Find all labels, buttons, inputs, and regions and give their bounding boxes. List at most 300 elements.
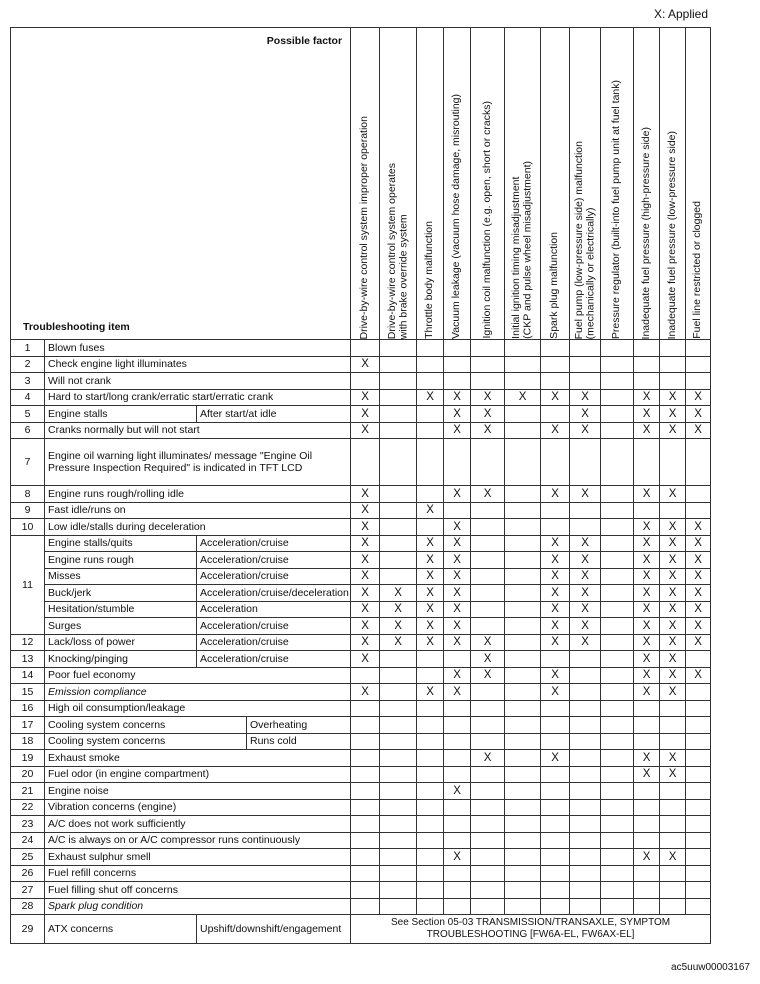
symptom-cell: Fuel filling shut off concerns <box>45 882 351 899</box>
factor-label-line: Drive-by-wire control system operates <box>385 162 398 339</box>
factor-label-line: Vacuum leakage (vacuum hose damage, misrouting) <box>450 94 463 339</box>
empty-cell <box>380 389 417 406</box>
empty-cell <box>505 799 541 816</box>
empty-cell <box>634 373 660 390</box>
empty-cell <box>505 733 541 750</box>
applied-mark: X <box>471 422 505 439</box>
empty-cell <box>634 783 660 800</box>
empty-cell <box>351 816 380 833</box>
row-number: 24 <box>11 832 45 849</box>
empty-cell <box>541 816 570 833</box>
applied-mark: X <box>351 568 380 585</box>
empty-cell <box>541 502 570 519</box>
applied-mark: X <box>417 389 444 406</box>
symptom-cell: Fuel refill concerns <box>45 865 351 882</box>
empty-cell <box>570 439 601 486</box>
empty-cell <box>541 832 570 849</box>
factor-header <box>541 28 570 340</box>
factor-header <box>570 28 601 340</box>
empty-cell <box>601 849 634 866</box>
applied-mark: X <box>417 568 444 585</box>
empty-cell <box>380 422 417 439</box>
applied-mark: X <box>686 535 711 552</box>
factor-label-line: Pressure regulator (built-into fuel pump unit at fuel tank) <box>610 79 623 339</box>
empty-cell <box>601 585 634 602</box>
table-row <box>11 502 711 519</box>
empty-cell <box>471 568 505 585</box>
empty-cell <box>601 717 634 734</box>
troubleshooting-table <box>10 27 711 944</box>
applied-mark: X <box>634 552 660 569</box>
empty-cell <box>541 340 570 357</box>
table-row <box>11 882 711 899</box>
row-number: 14 <box>11 667 45 684</box>
empty-cell <box>570 766 601 783</box>
empty-cell <box>505 406 541 423</box>
applied-mark: X <box>634 585 660 602</box>
empty-cell <box>601 865 634 882</box>
factor-label <box>641 121 653 339</box>
applied-mark: X <box>444 389 471 406</box>
factor-header <box>351 28 380 340</box>
applied-mark: X <box>471 486 505 503</box>
row-number: 4 <box>11 389 45 406</box>
factor-header <box>471 28 505 340</box>
empty-cell <box>351 882 380 899</box>
empty-cell <box>471 898 505 915</box>
table-row <box>11 766 711 783</box>
row-number: 26 <box>11 865 45 882</box>
symptom-cell: Hard to start/long crank/erratic start/erratic crank <box>45 389 351 406</box>
empty-cell <box>417 849 444 866</box>
factor-label-line: Drive-by-wire control system improper operation <box>358 115 371 339</box>
applied-mark: X <box>417 684 444 701</box>
symptom-cell: Spark plug condition <box>45 898 351 915</box>
empty-cell <box>444 373 471 390</box>
empty-cell <box>417 832 444 849</box>
empty-cell <box>686 898 711 915</box>
symptom-cell: Knocking/pinging <box>45 651 197 668</box>
empty-cell <box>505 898 541 915</box>
empty-cell <box>380 356 417 373</box>
empty-cell <box>471 535 505 552</box>
empty-cell <box>601 486 634 503</box>
applied-mark: X <box>444 519 471 536</box>
table-row <box>11 406 711 423</box>
applied-mark: X <box>471 406 505 423</box>
applied-mark: X <box>686 634 711 651</box>
empty-cell <box>444 502 471 519</box>
factor-label-line: (CKP and pulse wheel misadjustment) <box>521 161 534 339</box>
empty-cell <box>444 816 471 833</box>
empty-cell <box>660 439 686 486</box>
empty-cell <box>351 849 380 866</box>
condition-cell: Acceleration/cruise <box>197 634 351 651</box>
applied-mark: X <box>541 585 570 602</box>
applied-mark: X <box>660 585 686 602</box>
empty-cell <box>601 439 634 486</box>
empty-cell <box>660 373 686 390</box>
empty-cell <box>686 651 711 668</box>
row-number: 21 <box>11 783 45 800</box>
table-row <box>11 898 711 915</box>
factor-label-line: Inadequate fuel pressure (low-pressure side) <box>665 130 678 339</box>
empty-cell <box>380 373 417 390</box>
empty-cell <box>380 684 417 701</box>
empty-cell <box>351 750 380 767</box>
applied-mark: X <box>570 601 601 618</box>
table-row <box>11 422 711 439</box>
applied-mark: X <box>660 766 686 783</box>
empty-cell <box>380 733 417 750</box>
empty-cell <box>570 865 601 882</box>
empty-cell <box>601 389 634 406</box>
applied-mark: X <box>444 486 471 503</box>
empty-cell <box>686 750 711 767</box>
applied-mark: X <box>570 422 601 439</box>
empty-cell <box>601 535 634 552</box>
applied-mark: X <box>660 519 686 536</box>
empty-cell <box>444 750 471 767</box>
applied-mark: X <box>351 502 380 519</box>
empty-cell <box>686 799 711 816</box>
applied-mark: X <box>471 667 505 684</box>
empty-cell <box>686 700 711 717</box>
empty-cell <box>444 717 471 734</box>
row-number: 13 <box>11 651 45 668</box>
empty-cell <box>601 356 634 373</box>
empty-cell <box>601 502 634 519</box>
row-number: 22 <box>11 799 45 816</box>
applied-mark: X <box>634 389 660 406</box>
applied-mark: X <box>417 618 444 635</box>
empty-cell <box>471 717 505 734</box>
factor-label-line: Spark plug malfunction <box>548 232 561 339</box>
empty-cell <box>660 356 686 373</box>
applied-mark: X <box>634 849 660 866</box>
table-row <box>11 849 711 866</box>
empty-cell <box>471 684 505 701</box>
applied-mark: X <box>686 389 711 406</box>
see-section-note: See Section 05-03 TRANSMISSION/TRANSAXLE, SYMPTOM TROUBLESHOOTING [FW6A-EL, FW6AX-EL] <box>351 915 711 944</box>
applied-mark: X <box>660 422 686 439</box>
empty-cell <box>505 502 541 519</box>
empty-cell <box>634 865 660 882</box>
empty-cell <box>417 667 444 684</box>
factor-label <box>692 195 704 339</box>
condition-cell: After start/at idle <box>197 406 351 423</box>
empty-cell <box>380 340 417 357</box>
empty-cell <box>417 865 444 882</box>
row-number: 28 <box>11 898 45 915</box>
row-number: 16 <box>11 700 45 717</box>
factor-label-line: Inadequate fuel pressure (high-pressure side) <box>639 126 652 339</box>
row-number: 15 <box>11 684 45 701</box>
empty-cell <box>601 406 634 423</box>
table-row <box>11 717 711 734</box>
empty-cell <box>634 439 660 486</box>
empty-cell <box>686 882 711 899</box>
table-row <box>11 733 711 750</box>
empty-cell <box>417 373 444 390</box>
row-number: 27 <box>11 882 45 899</box>
empty-cell <box>601 651 634 668</box>
empty-cell <box>570 898 601 915</box>
applied-mark: X <box>541 601 570 618</box>
empty-cell <box>351 832 380 849</box>
empty-cell <box>417 700 444 717</box>
applied-mark: X <box>570 568 601 585</box>
empty-cell <box>444 799 471 816</box>
applied-mark: X <box>660 406 686 423</box>
empty-cell <box>686 373 711 390</box>
applied-mark: X <box>417 634 444 651</box>
empty-cell <box>351 700 380 717</box>
empty-cell <box>686 486 711 503</box>
empty-cell <box>471 356 505 373</box>
empty-cell <box>601 634 634 651</box>
applied-mark: X <box>351 634 380 651</box>
empty-cell <box>351 799 380 816</box>
empty-cell <box>660 799 686 816</box>
applied-mark: X <box>541 568 570 585</box>
applied-mark: X <box>634 618 660 635</box>
empty-cell <box>541 882 570 899</box>
empty-cell <box>380 406 417 423</box>
applied-mark: X <box>351 406 380 423</box>
condition-cell: Acceleration/cruise <box>197 568 351 585</box>
empty-cell <box>505 783 541 800</box>
applied-mark: X <box>660 651 686 668</box>
empty-cell <box>505 750 541 767</box>
applied-mark: X <box>541 422 570 439</box>
applied-mark: X <box>471 750 505 767</box>
symptom-cell: Engine runs rough/rolling idle <box>45 486 351 503</box>
empty-cell <box>505 601 541 618</box>
empty-cell <box>634 816 660 833</box>
empty-cell <box>380 519 417 536</box>
empty-cell <box>417 422 444 439</box>
figure-id: ac5uuw00003167 <box>671 962 750 973</box>
table-row <box>11 568 711 585</box>
empty-cell <box>351 766 380 783</box>
empty-cell <box>505 816 541 833</box>
empty-cell <box>471 733 505 750</box>
empty-cell <box>686 502 711 519</box>
empty-cell <box>417 799 444 816</box>
row-number: 9 <box>11 502 45 519</box>
empty-cell <box>380 766 417 783</box>
empty-cell <box>634 700 660 717</box>
applied-mark: X <box>634 486 660 503</box>
factor-header <box>601 28 634 340</box>
symptom-cell: Engine oil warning light illuminates/ message "Engine Oil Pressure Inspection Required" is indicated in TFT LCD <box>45 439 351 486</box>
empty-cell <box>417 486 444 503</box>
empty-cell <box>380 717 417 734</box>
empty-cell <box>444 651 471 668</box>
empty-cell <box>686 717 711 734</box>
applied-mark: X <box>634 766 660 783</box>
empty-cell <box>505 832 541 849</box>
empty-cell <box>351 667 380 684</box>
empty-cell <box>601 422 634 439</box>
empty-cell <box>541 439 570 486</box>
empty-cell <box>570 882 601 899</box>
empty-cell <box>660 717 686 734</box>
empty-cell <box>505 552 541 569</box>
empty-cell <box>601 667 634 684</box>
empty-cell <box>634 832 660 849</box>
applied-mark: X <box>444 783 471 800</box>
symptom-cell: Fast idle/runs on <box>45 502 351 519</box>
applied-mark: X <box>660 552 686 569</box>
factor-header <box>686 28 711 340</box>
empty-cell <box>417 340 444 357</box>
empty-cell <box>417 356 444 373</box>
symptom-cell: Engine stalls/quits <box>45 535 197 552</box>
factor-header <box>634 28 660 340</box>
empty-cell <box>570 783 601 800</box>
table-row <box>11 373 711 390</box>
empty-cell <box>417 766 444 783</box>
row-number: 5 <box>11 406 45 423</box>
empty-cell <box>686 439 711 486</box>
empty-cell <box>351 340 380 357</box>
row-number: 29 <box>11 915 45 944</box>
empty-cell <box>380 439 417 486</box>
empty-cell <box>686 816 711 833</box>
applied-mark: X <box>351 585 380 602</box>
empty-cell <box>380 882 417 899</box>
empty-cell <box>380 502 417 519</box>
table-row <box>11 799 711 816</box>
empty-cell <box>686 733 711 750</box>
empty-cell <box>601 799 634 816</box>
empty-cell <box>380 865 417 882</box>
applied-mark: X <box>380 634 417 651</box>
table-row <box>11 519 711 536</box>
empty-cell <box>505 373 541 390</box>
factor-label-line: Initial ignition timing misadjustment <box>510 176 523 339</box>
empty-cell <box>505 585 541 602</box>
empty-cell <box>471 601 505 618</box>
empty-cell <box>417 733 444 750</box>
applied-mark: X <box>660 535 686 552</box>
applied-mark: X <box>634 535 660 552</box>
empty-cell <box>686 340 711 357</box>
row-number: 17 <box>11 717 45 734</box>
symptom-cell: Exhaust smoke <box>45 750 351 767</box>
applied-mark: X <box>570 552 601 569</box>
applied-mark: X <box>634 519 660 536</box>
symptom-cell: Cranks normally but will not start <box>45 422 351 439</box>
applied-mark: X <box>570 634 601 651</box>
factor-label-line: with brake override system <box>397 214 410 339</box>
applied-mark: X <box>541 535 570 552</box>
applied-mark: X <box>351 422 380 439</box>
symptom-cell: Lack/loss of power <box>45 634 197 651</box>
applied-mark: X <box>686 667 711 684</box>
table-row <box>11 552 711 569</box>
applied-mark: X <box>380 585 417 602</box>
applied-mark: X <box>634 422 660 439</box>
condition-cell: Acceleration/cruise <box>197 535 351 552</box>
applied-mark: X <box>444 422 471 439</box>
symptom-cell: Blown fuses <box>45 340 351 357</box>
empty-cell <box>417 439 444 486</box>
empty-cell <box>601 684 634 701</box>
condition-cell: Acceleration/cruise <box>197 618 351 635</box>
symptom-cell: A/C is always on or A/C compressor runs continuously <box>45 832 351 849</box>
empty-cell <box>505 422 541 439</box>
empty-cell <box>660 340 686 357</box>
table-row <box>11 700 711 717</box>
factor-header <box>417 28 444 340</box>
empty-cell <box>505 618 541 635</box>
factor-header <box>660 28 686 340</box>
applied-mark: X <box>660 750 686 767</box>
factor-label-line: Ignition coil malfunction (e.g. open, short or cracks) <box>480 101 493 339</box>
empty-cell <box>634 356 660 373</box>
factor-label <box>667 125 679 339</box>
table-row <box>11 535 711 552</box>
symptom-cell: Buck/jerk <box>45 585 197 602</box>
empty-cell <box>380 783 417 800</box>
applied-mark: X <box>634 651 660 668</box>
applied-mark: X <box>541 618 570 635</box>
applied-mark: X <box>660 486 686 503</box>
empty-cell <box>505 766 541 783</box>
empty-cell <box>471 519 505 536</box>
header-row <box>11 28 711 340</box>
table-row <box>11 832 711 849</box>
applied-mark: X <box>541 750 570 767</box>
applied-mark: X <box>351 552 380 569</box>
applied-mark: X <box>570 389 601 406</box>
empty-cell <box>541 373 570 390</box>
empty-cell <box>660 898 686 915</box>
symptom-cell: Check engine light illuminates <box>45 356 351 373</box>
applied-mark: X <box>541 389 570 406</box>
row-number: 25 <box>11 849 45 866</box>
applied-mark: X <box>660 618 686 635</box>
condition-cell: Runs cold <box>247 733 351 750</box>
empty-cell <box>601 783 634 800</box>
empty-cell <box>380 700 417 717</box>
empty-cell <box>380 816 417 833</box>
empty-cell <box>444 766 471 783</box>
row-number: 6 <box>11 422 45 439</box>
empty-cell <box>380 535 417 552</box>
empty-cell <box>351 865 380 882</box>
empty-cell <box>471 799 505 816</box>
applied-mark: X <box>444 568 471 585</box>
empty-cell <box>444 898 471 915</box>
empty-cell <box>570 733 601 750</box>
empty-cell <box>471 340 505 357</box>
empty-cell <box>471 502 505 519</box>
row-number: 2 <box>11 356 45 373</box>
factor-header <box>505 28 541 340</box>
row-number: 23 <box>11 816 45 833</box>
empty-cell <box>471 882 505 899</box>
applied-mark: X <box>417 552 444 569</box>
symptom-cell: Cooling system concerns <box>45 717 247 734</box>
empty-cell <box>601 882 634 899</box>
applied-mark: X <box>417 585 444 602</box>
applied-mark: X <box>634 750 660 767</box>
empty-cell <box>351 898 380 915</box>
